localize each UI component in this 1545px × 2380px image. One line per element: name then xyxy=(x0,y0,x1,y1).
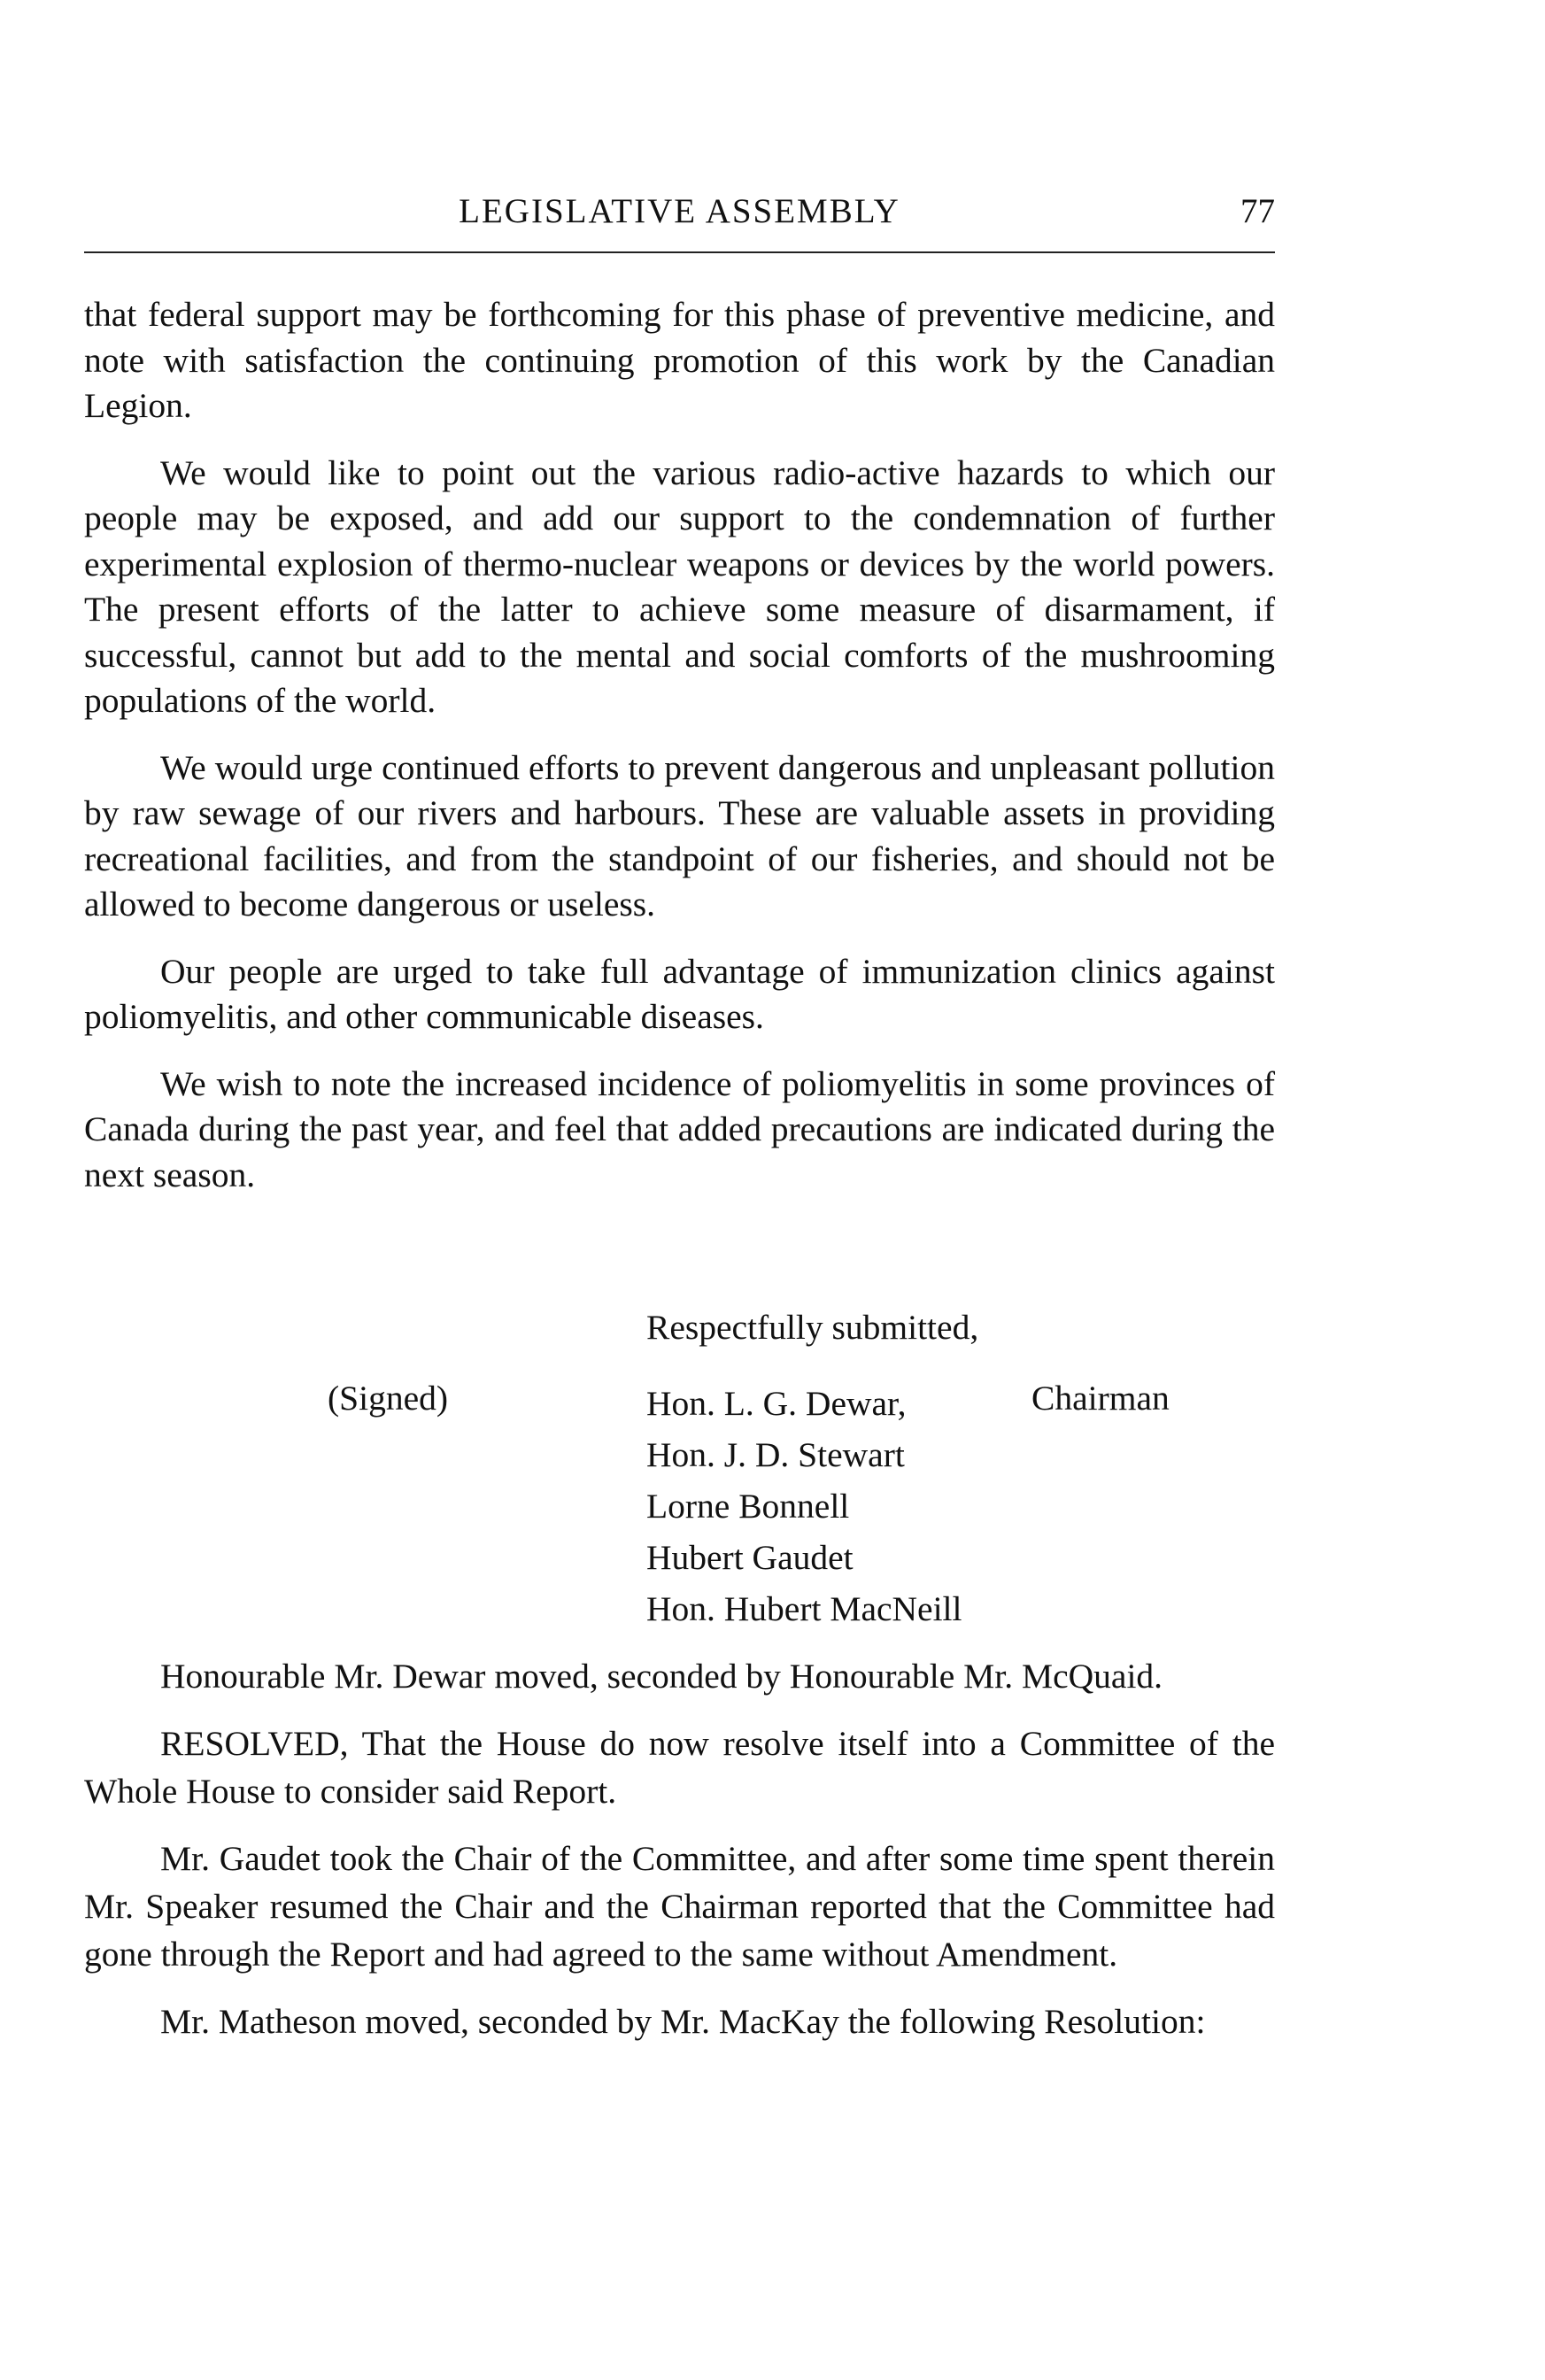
paragraph-continued: that federal support may be forthcoming for this phase of preventive medicine, and note with satisfaction the continuing promotion of this work by the Canadian Legion. xyxy=(84,295,1275,425)
signed-label: (Signed) xyxy=(328,1379,449,1418)
signatory-name: Hubert Gaudet xyxy=(646,1538,854,1577)
signatory-list xyxy=(646,1378,962,1634)
motion-paragraph: Honourable Mr. Dewar moved, seconded by Honourable Mr. McQuaid. xyxy=(160,1657,1163,1696)
signatory-name: Hon. J. D. Stewart xyxy=(646,1435,905,1474)
page-header xyxy=(84,186,1275,253)
signatory-name: Hon. Hubert MacNeill xyxy=(646,1589,962,1628)
signature-block xyxy=(84,1307,1275,1643)
committee-paragraph: Mr. Gaudet took the Chair of the Committee, and after some time spent therein Mr. Speaker resumed the Chair and the Chairman reported that the Committee had gone through the Report and had agreed to the same without Amendment. xyxy=(84,1839,1275,1974)
paragraph-immunization: Our people are urged to take full advantage of immunization clinics against poliomyelitis, and other communicable diseases. xyxy=(84,951,1275,1036)
signatory-name: Hon. L. G. Dewar, xyxy=(646,1384,907,1423)
signatory-name: Lorne Bonnell xyxy=(646,1487,850,1526)
chairman-label: Chairman xyxy=(1031,1379,1170,1418)
paragraph-poliomyelitis: We wish to note the increased incidence of poliomyelitis in some provinces of Canada during the past year, and feel that added precautions are indicated during the next season. xyxy=(84,1063,1275,1194)
paragraph-pollution: We would urge continued efforts to prevent dangerous and unpleasant pollution by raw sewage of our rivers and harbours. These are valuable assets in providing recreational facilities, and from the standpoint of our fisheries, and should not be allowed to become dangerous or useless. xyxy=(84,747,1275,923)
respectfully-submitted: Respectfully submitted, xyxy=(646,1308,979,1347)
page-number: 77 xyxy=(1240,192,1275,230)
motion-resolution-paragraph: Mr. Matheson moved, seconded by Mr. MacKay the following Resolution: xyxy=(160,2002,1206,2041)
running-title: LEGISLATIVE ASSEMBLY xyxy=(459,192,900,230)
resolution-paragraph: RESOLVED, That the House do now resolve itself into a Committee of the Whole House to consider said Report. xyxy=(84,1724,1275,1811)
report-body xyxy=(84,292,1275,1219)
paragraph-radioactive-hazards: We would like to point out the various radio-active hazards to which our people may be exposed, and add our support to the condemnation of further experimental explosion of thermo-nuclear weapons or devices by the world powers. The present efforts of the latter to achieve some measure of disarmament, if successful, cannot but add to the mental and social comforts of the mushrooming populations of the world. xyxy=(84,452,1275,720)
proceedings xyxy=(84,1652,1275,2065)
